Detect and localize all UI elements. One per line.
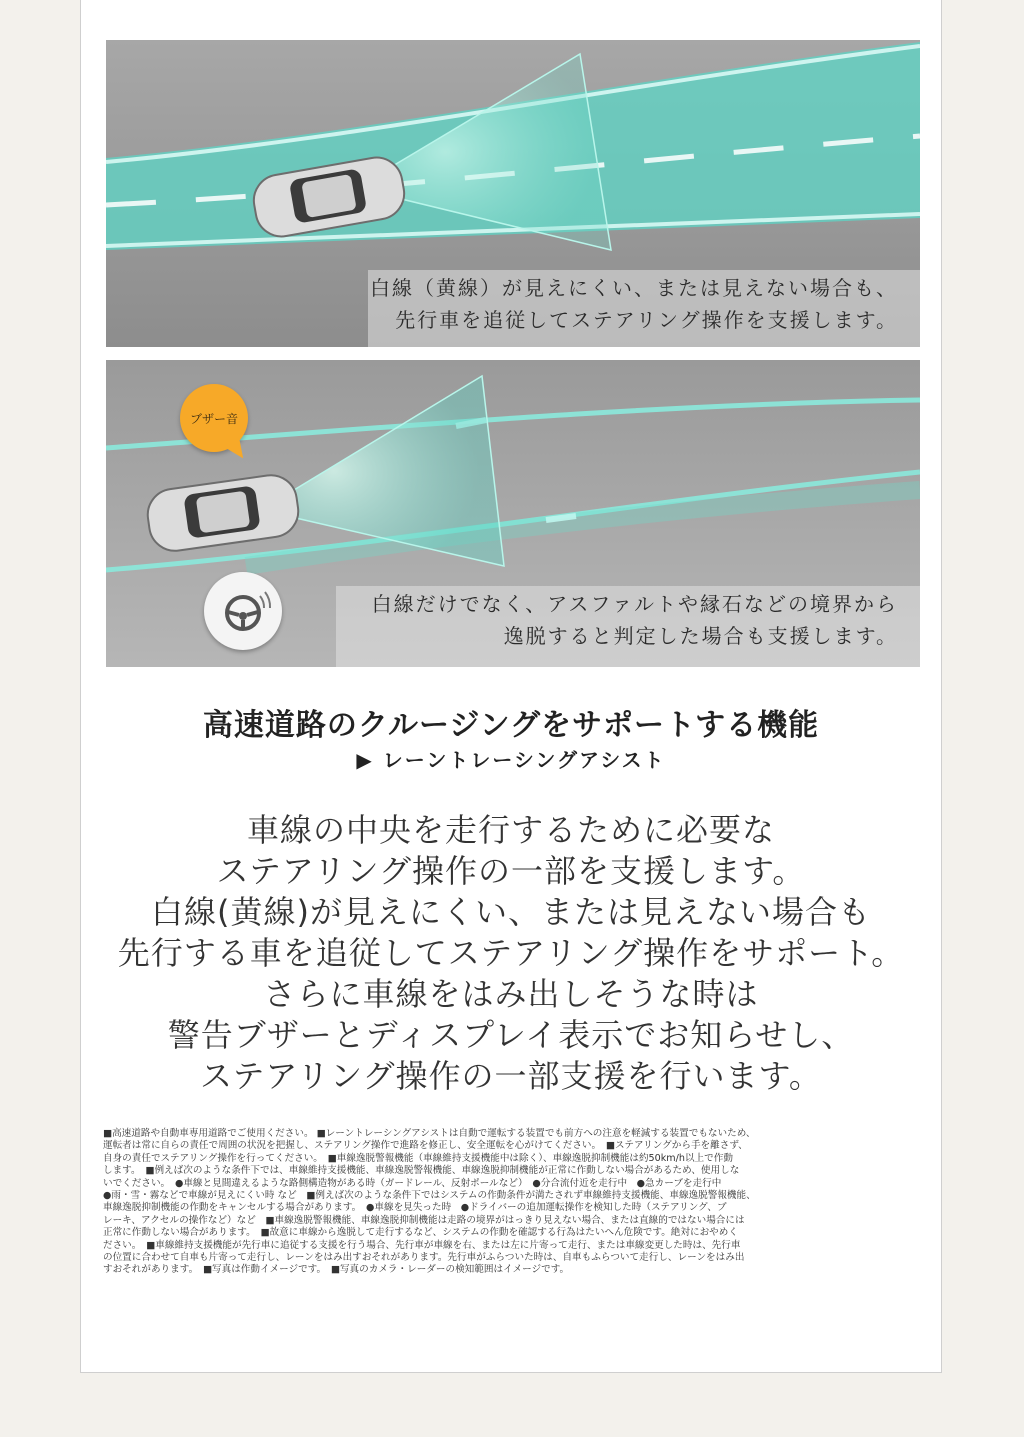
panel1-caption-line2: 先行車を追従してステアリング操作を支援します。	[395, 308, 898, 332]
note-line: 自身の責任でステアリング操作を行ってください。 ■車線逸脱警報機能（車線維持支援機能中は除く）、車線逸脱抑制機能は約50km/h以上で作動	[103, 1152, 733, 1164]
note-line: ださい。 ■車線維持支援機能が先行車に追従する支援を行う場合、先行車が車線を右、または左に片寄って走行、または車線変更した時は、先行車	[103, 1239, 741, 1251]
note-line: ●雨・雪・霧などで車線が見えにくい時 など ■例えば次のような条件下ではシステムの作動条件が満たされず車線維持支援機能、車線逸脱警報機能、	[103, 1190, 756, 1202]
note-line: レーキ、アクセルの操作など）など ■車線逸脱警報機能、車線逸脱抑制機能は走路の境界がはっきり見えない場合、または直線的ではない場合には	[103, 1214, 745, 1226]
buzzer-label: ブザー音	[189, 411, 238, 426]
lead-line: ステアリング操作の一部を支援します。	[216, 852, 806, 890]
panel1-caption-line1: 白線（黄線）が見えにくい、または見えない場合も、	[370, 276, 898, 300]
lead-line: 先行する車を追従してステアリング操作をサポート。	[117, 934, 905, 972]
panel2-caption-line1: 白線だけでなく、アスファルトや縁石などの境界から	[371, 592, 898, 616]
note-line: します。 ■例えば次のような条件下では、車線維持支援機能、車線逸脱警報機能、車線逸脱抑制機能が正常に作動しない場合があるため、使用しな	[103, 1165, 740, 1177]
steering-wheel-icon	[204, 572, 282, 650]
feature-subheading: ▶ レーントレーシングアシスト	[356, 748, 666, 772]
feature-heading: 高速道路のクルージングをサポートする機能	[202, 708, 820, 743]
note-line: 車線逸脱抑制機能の作動をキャンセルする場合があります。 ●車線を見失った時 ●ドライバーの追加運転操作を検知した時（ステアリング、ブ	[103, 1202, 727, 1214]
lead-line: 白線(黄線)が見えにくい、または見えない場合も	[151, 893, 871, 931]
panel2-caption-line2: 逸脱すると判定した場合も支援します。	[503, 624, 898, 648]
panel2-caption	[372, 588, 898, 652]
lead-line: 車線の中央を走行するために必要な	[246, 811, 775, 849]
lead-line: ステアリング操作の一部支援を行います。	[200, 1057, 822, 1095]
panel1-caption	[370, 272, 898, 336]
note-line: すおそれがあります。 ■写真は作動イメージです。 ■写真のカメラ・レーダーの検知範囲はイメージです。	[103, 1264, 570, 1276]
note-line: の位置に合わせて自車も片寄って走行し、レーンをはみ出すおそれがあります。先行車がふらついた時は、自車もふらついて走行し、レーンをはみ出	[103, 1252, 745, 1264]
steering-wheel-badge	[204, 572, 282, 650]
note-line: 正常に作動しない場合があります。 ■故意に車線から逸脱して走行するなど、システムの作動を確認する行為はたいへん危険です。絶対におやめく	[103, 1227, 738, 1239]
disclaimer-notes	[103, 1128, 941, 1277]
illustration-panel-departure	[106, 360, 920, 667]
note-line: 運転者は常に自らの責任で周囲の状況を把握し、ステアリング操作で進路を修正し、安全運転を心がけてください。 ■ステアリングから手を離さず、	[103, 1140, 748, 1152]
lead-line: さらに車線をはみ出しそうな時は	[263, 975, 759, 1013]
lead-text	[81, 810, 941, 1097]
content-sheet	[80, 0, 942, 1373]
lead-line: 警告ブザーとディスプレイ表示でお知らせし、	[167, 1016, 855, 1054]
illustration-panel-follow	[106, 40, 920, 347]
note-line: ■高速道路や自動車専用道路でご使用ください。 ■レーントレーシングアシストは自動で運転する装置でも前方への注意を軽減する装置でもないため、	[103, 1128, 756, 1139]
note-line: いでください。 ●車線と見間違えるような路側構造物がある時（ガードレール、反射ポールなど） ●分合流付近を走行中 ●急カーブを走行中	[103, 1177, 722, 1189]
